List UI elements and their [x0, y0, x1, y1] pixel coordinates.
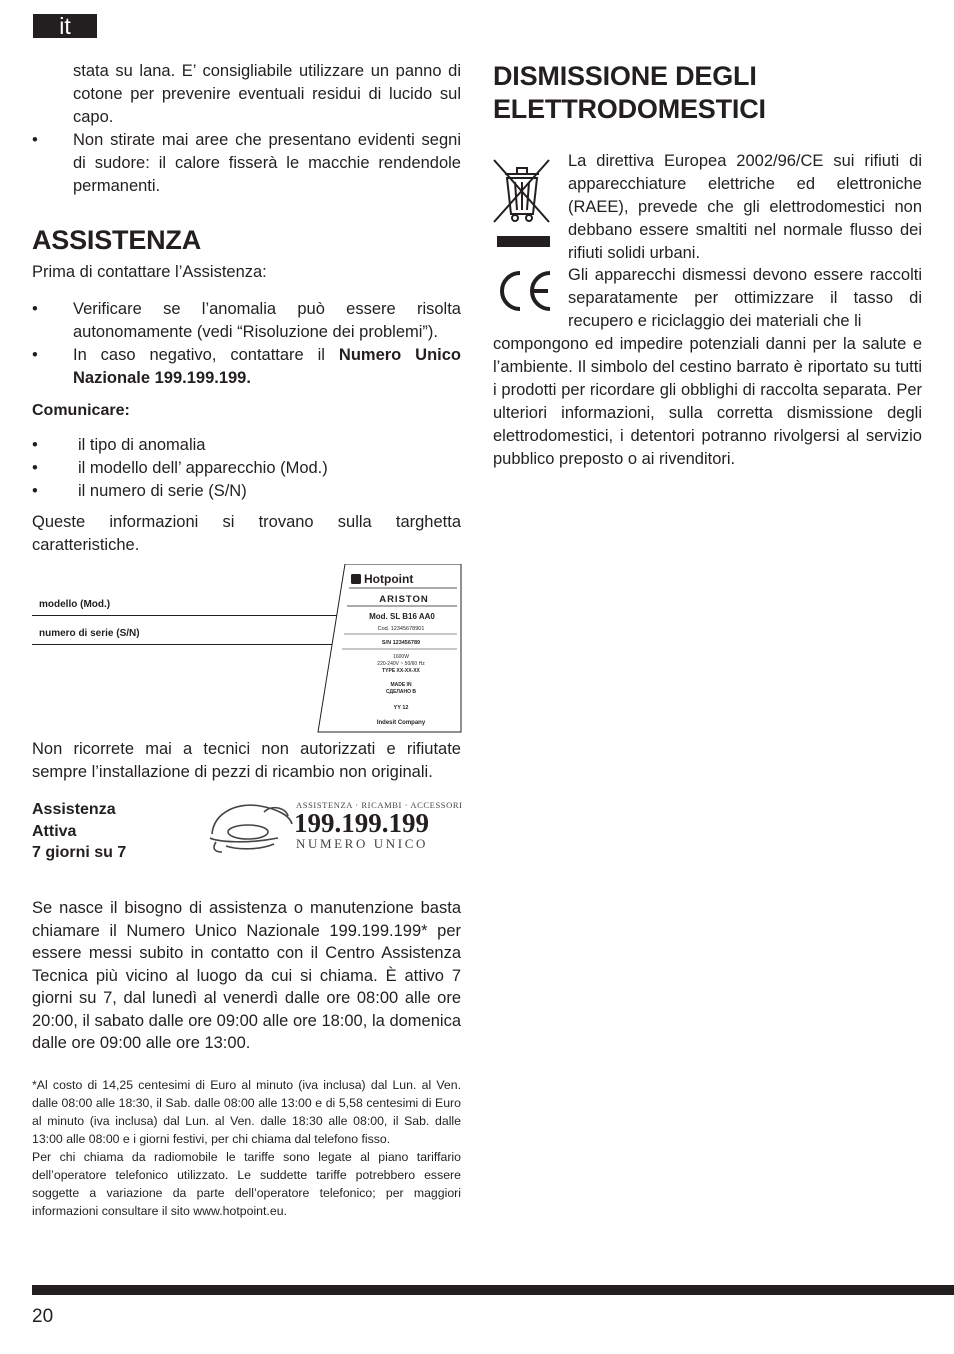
page-number: 20: [32, 1306, 54, 1327]
assistance-intro: Prima di contattare l’Assistenza:: [32, 263, 267, 281]
active-assistance-block: [32, 799, 461, 869]
footnote-mobile: Per chi chiama da radiomobile le tariffe sono legate al piano tariffario dell’operatore telefonico utilizzato. Le suddette tariffe potrebbero essere soggette a variazione da parte dell’operatore telefonico; per maggiori informazioni consultare il sito www.hotpoint.eu.: [32, 1149, 461, 1218]
left-column-lower: [32, 738, 461, 1220]
footer-bar: [32, 1285, 954, 1295]
numero-unico-logo: [208, 798, 463, 854]
telephone-icon: [210, 805, 292, 852]
model-leader-line: [32, 615, 352, 616]
plate-made-in-ru: СДЕЛАНО В: [385, 689, 417, 695]
logo-bottom-text: NUMERO UNICO: [296, 836, 428, 851]
active-assistance-label: Assistenza Attiva 7 giorni su 7: [32, 801, 127, 861]
list-item: • Non stirate mai aree che presentano evidenti segni di sudore: il calore fisserà le macchie rendendole permanenti.: [32, 131, 461, 195]
ce-text-bottom: compongono ed impedire potenziali danni per la salute e l’ambiente. Il simbolo del cestino barrato è riportato su tutti i prodotti per ricordare gli obblighi di raccolta separata. Per ulteriori informazioni, sulla corretta dismissione degli elettrodomestici, i detentori potranno rivolgersi al servizio pubblico preposto o ai rivenditori.: [493, 335, 922, 468]
plate-made-in: MADE IN: [390, 682, 412, 688]
communicate-list: [32, 434, 461, 503]
left-column: [32, 60, 461, 557]
plate-type: TYPE XX-XX-XX: [382, 668, 420, 674]
plate-power: 1600W: [393, 654, 409, 660]
serial-label: numero di serie (S/N): [39, 628, 140, 639]
serial-leader-line: [32, 644, 347, 645]
disposal-heading: DISMISSIONE DEGLI ELETTRODOMESTICI: [493, 61, 766, 124]
logo-number: 199.199.199: [294, 808, 429, 838]
list-item: • Verificare se l’anomalia può essere risolta autonomamente (vedi “Risoluzione dei problemi”).: [32, 300, 461, 341]
warning-text: Non ricorrete mai a tecnici non autorizzati e rifiutate sempre l’installazione di pezzi di ricambio non originali.: [32, 740, 461, 781]
footnote-fixed: *Al costo di 14,25 centesimi di Euro al minuto (iva inclusa) dal Lun. al Ven. dalle 08:00 alle 18:30, il Sab. dalle 08:00 alle 13:00 e di 5,58 centesimi di Euro al minuto (iva inclusa) dal Lun. al Ven. dalle 18:30 alle 08:00, il Sab. dalle 13:00 alle 08:00 e i giorni festivi, per chi chiama dal telefono fisso.: [32, 1077, 461, 1146]
info-text: Queste informazioni si trovano sulla targhetta caratteristiche.: [32, 513, 461, 554]
language-tab: it: [33, 14, 97, 38]
call-text: Se nasce il bisogno di assistenza o manutenzione basta chiamare il Numero Unico Nazionale 199.199.199* per essere messi subito in contatto con il Centro Assistenza Tecnica più vicino al luogo da cui si chiama. È attivo 7 giorni su 7, dal lunedì al venerdì dalle ore 08:00 alle ore 20:00, il sabato dalle ore 09:00 alle ore 18:00, la domenica dalle ore 09:00 alle ore 13:00.: [32, 899, 461, 1052]
plate-serial: S/N 123456789: [381, 640, 421, 646]
list-item: • il numero di serie (S/N): [32, 482, 247, 500]
plate-sub-brand: ARISTON: [379, 594, 429, 605]
plate-brand: Hotpoint: [364, 572, 414, 586]
logo-top-text: ASSISTENZA · RICAMBI · ACCESSORI: [296, 800, 463, 810]
communicate-label: Comunicare:: [32, 402, 130, 419]
rating-plate-diagram: [32, 564, 461, 734]
crossed-bin-icon: [491, 152, 553, 252]
plate-voltage: 220-240V ~ 50/60 Hz: [377, 661, 425, 667]
list-item: • In caso negativo, contattare il Numero Unico Nazionale 199.199.199.: [32, 346, 462, 387]
intro-continuation: stata su lana. E’ consigliabile utilizzare un panno di cotone per prevenire eventuali residui di lucido sul capo.: [73, 62, 461, 126]
list-item: • il tipo di anomalia: [32, 436, 206, 454]
ce-text-top: Gli apparecchi dismessi devono essere raccolti separatamente per ottimizzare il tasso di recupero e riciclaggio dei materiali che li: [568, 266, 922, 330]
list-item: • il modello dell’ apparecchio (Mod.): [32, 459, 328, 477]
model-label: modello (Mod.): [39, 599, 111, 610]
assistance-heading: ASSISTENZA: [32, 225, 202, 255]
plate-year: YY 12: [393, 705, 409, 711]
check-list: [32, 298, 461, 390]
right-column: [493, 60, 922, 126]
plate-code: Cod. 12345678901: [377, 626, 425, 632]
plate-model: Mod. SL B16 AA0: [369, 612, 435, 621]
hotpoint-logo-icon: [351, 574, 361, 584]
rating-plate: [317, 564, 462, 734]
plate-company: Indesit Company: [376, 720, 426, 726]
ce-mark-icon: [496, 268, 554, 314]
weee-text: La direttiva Europea 2002/96/CE sui rifiuti di apparecchiature elettriche ed elettroniche (RAEE), prevede che gli elettrodomestici non debbano essere smaltiti nel normale flusso dei rifiuti solidi urbani.: [568, 152, 922, 262]
